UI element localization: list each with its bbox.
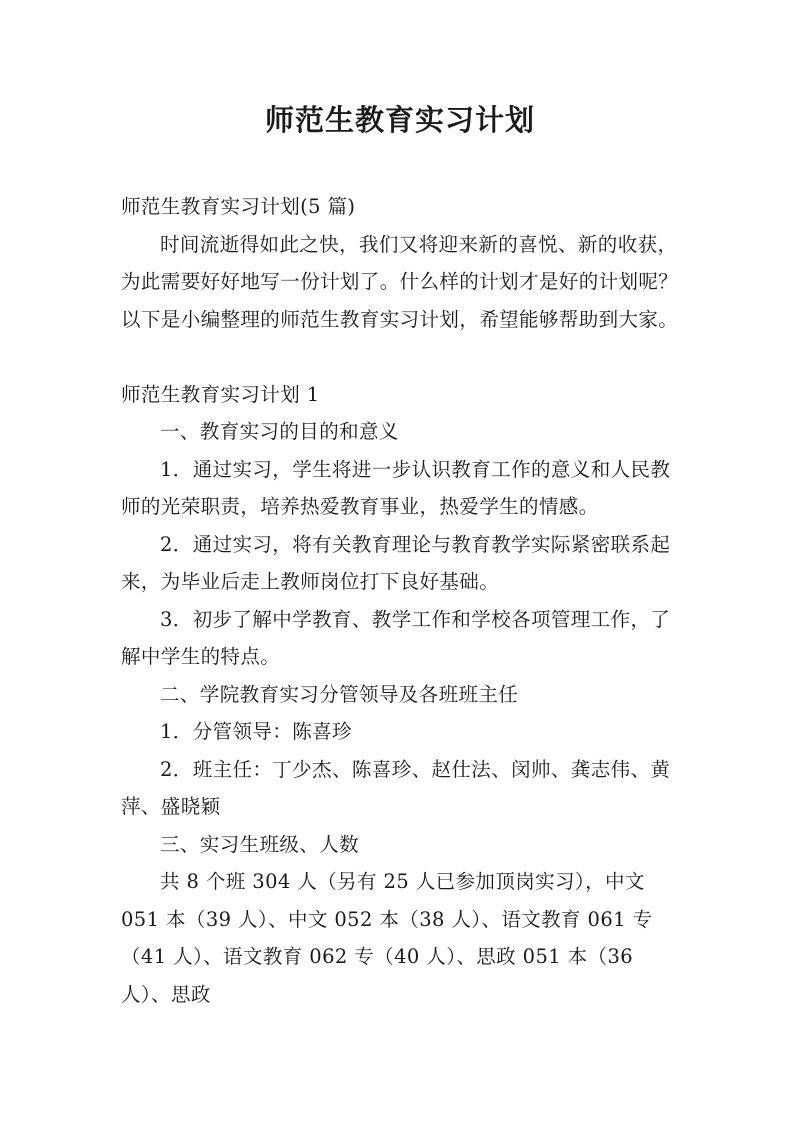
document-title: 师范生教育实习计划 (264, 103, 535, 137)
heading-classes: 三、实习生班级、人数 (160, 832, 360, 856)
section-heading-plan-1: 师范生教育实习计划 1 (121, 382, 320, 406)
paragraph-spacer (121, 338, 683, 376)
paragraph-purpose-3: 3．初步了解中学教育、教学工作和学校各项管理工作，了解中学生的特点。 (121, 607, 671, 668)
paragraph-purpose-1: 1．通过实习，学生将进一步认识教育工作的意义和人民教师的光荣职责，培养热爱教育事业，热爱学生的情感。 (121, 457, 671, 518)
paragraph-subtitle: 师范生教育实习计划(5 篇) (121, 195, 356, 218)
document-body (121, 188, 683, 1013)
paragraph-class-teachers: 2．班主任：丁少杰、陈喜珍、赵仕法、闵帅、龚志伟、黄萍、盛晓颖 (121, 757, 671, 818)
paragraph-purpose-2: 2．通过实习，将有关教育理论与教育教学实际紧密联系起来，为毕业后走上教师岗位打下良好基础。 (121, 532, 671, 593)
heading-leaders: 二、学院教育实习分管领导及各班班主任 (160, 682, 519, 706)
paragraph-classes: 共 8 个班 304 人（另有 25 人已参加顶岗实习），中文 051 本（39 人）、中文 052 本（38 人）、语文教育 061 专（41 人）、语文教育 062 专（40 人）、思政 051 本（36 人）、思政 (121, 870, 653, 1006)
heading-purpose: 一、教育实习的目的和意义 (160, 420, 399, 443)
paragraph-leader: 1．分管领导：陈喜珍 (160, 720, 352, 743)
paragraph-intro: 时间流逝得如此之快，我们又将迎来新的喜悦、新的收获，为此需要好好地写一份计划了。什么样的计划才是好的计划呢？以下是小编整理的师范生教育实习计划，希望能够帮助到大家。 (121, 232, 679, 331)
